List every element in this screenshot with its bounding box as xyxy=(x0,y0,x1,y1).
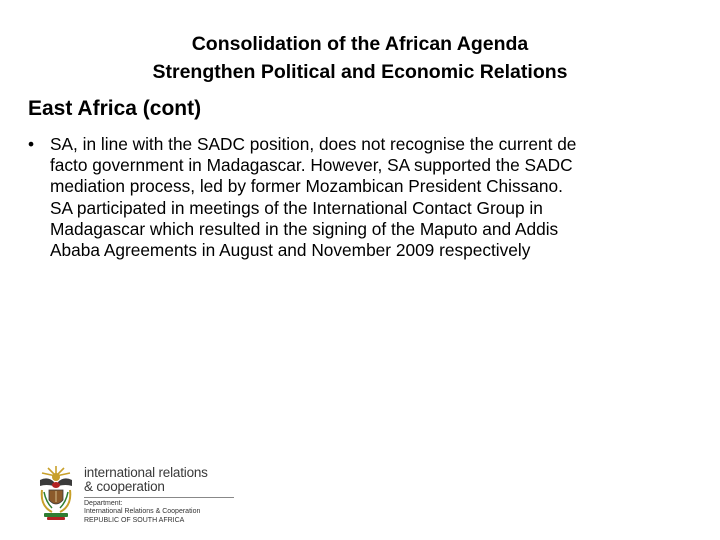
title-line-1: Consolidation of the African Agenda xyxy=(191,33,529,55)
bullet-line: SA participated in meetings of the International Contact Group in xyxy=(50,197,543,218)
slide-title xyxy=(0,30,720,86)
bullet-line: Ababa Agreements in August and November 2009 respectively xyxy=(50,240,531,261)
bullet-marker: • xyxy=(28,134,35,154)
bullet-list xyxy=(28,134,700,261)
bullet-line: SA, in line with the SADC position, does not recognise the current de xyxy=(50,134,577,154)
logo-small-2: International Relations & Cooperation xyxy=(84,508,201,516)
coat-of-arms-icon xyxy=(34,464,78,522)
logo-line-1: international relations xyxy=(84,465,208,480)
title-line-2: Strengthen Political and Economic Relations xyxy=(152,61,568,83)
logo-small-3: REPUBLIC OF SOUTH AFRICA xyxy=(84,516,185,524)
logo-line-2: & cooperation xyxy=(84,479,165,494)
bullet-line: facto government in Madagascar. However, SA supported the SADC xyxy=(50,155,573,176)
section-heading: East Africa (cont) xyxy=(28,97,202,120)
logo-divider xyxy=(84,497,234,498)
bullet-line: Madagascar which resulted in the signing of the Maputo and Addis xyxy=(50,218,559,239)
bullet-line: mediation process, led by former Mozambican President Chissano. xyxy=(50,176,563,197)
bullet-item xyxy=(28,134,700,261)
logo-small-1: Department: xyxy=(84,500,123,507)
logo-text xyxy=(84,466,240,525)
department-logo xyxy=(30,464,230,524)
